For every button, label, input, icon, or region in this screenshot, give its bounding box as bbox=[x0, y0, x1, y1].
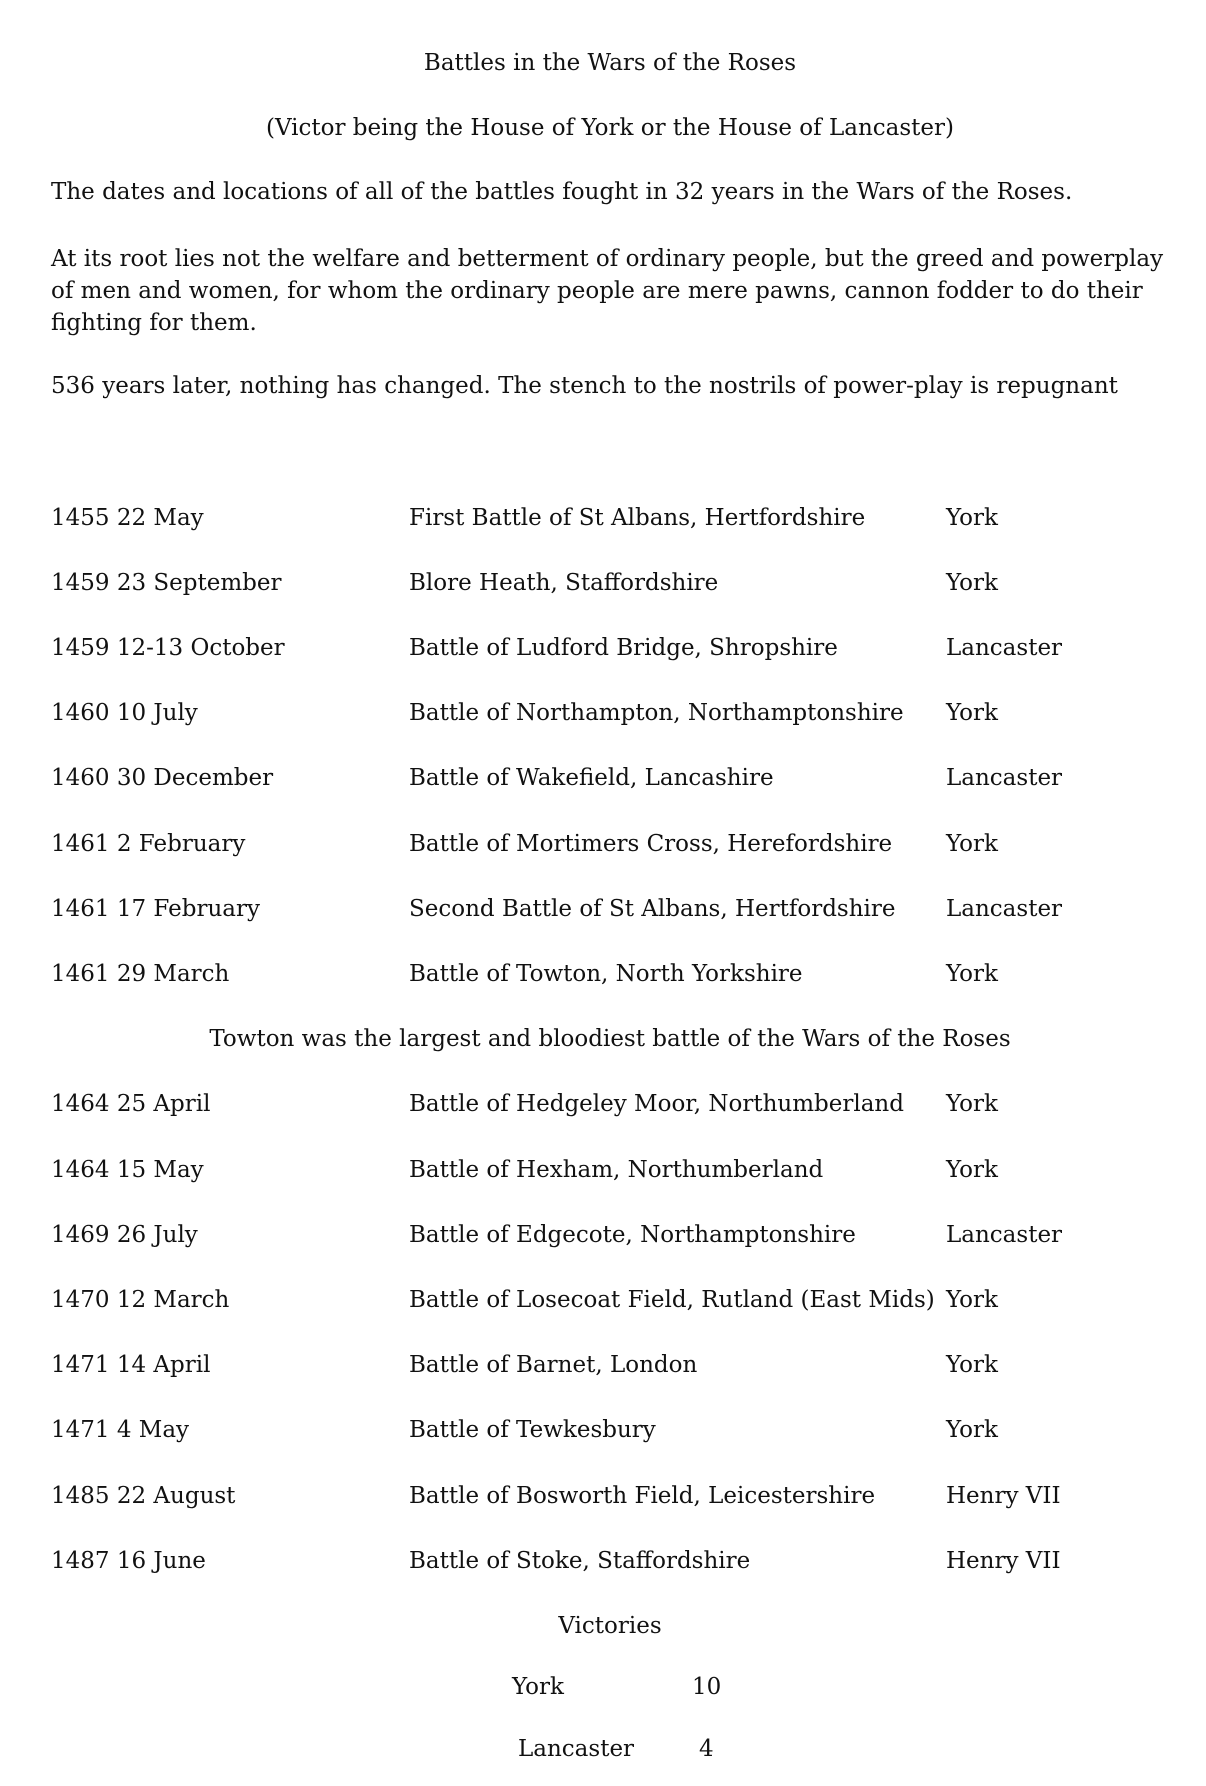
battle-victor: Henry VII bbox=[946, 1548, 1061, 1574]
battle-place: Battle of Edgecote, Northamptonshire bbox=[409, 1222, 856, 1248]
battle-place: Battle of Losecoat Field, Rutland (East Mids) bbox=[409, 1287, 935, 1313]
page-title: Battles in the Wars of the Roses bbox=[423, 50, 797, 76]
table-row bbox=[0, 762, 1206, 794]
victories-heading: Victories bbox=[558, 1613, 662, 1639]
battle-victor: Henry VII bbox=[946, 1483, 1061, 1509]
battle-victor: Lancaster bbox=[946, 765, 1063, 791]
battle-place: Battle of Mortimers Cross, Herefordshire bbox=[409, 831, 893, 857]
battle-victor: York bbox=[946, 831, 998, 857]
battle-victor: York bbox=[946, 570, 998, 596]
towton-note: Towton was the largest and bloodiest battle of the Wars of the Roses bbox=[209, 1026, 1011, 1052]
battle-date: 1471 14 April bbox=[51, 1352, 211, 1378]
table-row bbox=[0, 1219, 1206, 1251]
battle-date: 1464 25 April bbox=[51, 1091, 211, 1117]
battle-place: Blore Heath, Staffordshire bbox=[409, 570, 719, 596]
battle-date: 1461 2 February bbox=[51, 831, 246, 857]
table-row bbox=[0, 567, 1206, 599]
table-row bbox=[0, 1545, 1206, 1577]
battle-place: Battle of Bosworth Field, Leicestershire bbox=[409, 1483, 876, 1509]
battle-place: Battle of Tewkesbury bbox=[409, 1417, 656, 1443]
table-row bbox=[0, 1088, 1206, 1120]
battle-date: 1471 4 May bbox=[51, 1417, 190, 1443]
tally-count-lancaster: 4 bbox=[699, 1736, 714, 1762]
battle-victor: York bbox=[946, 1417, 998, 1443]
battle-place: Battle of Hedgeley Moor, Northumberland bbox=[409, 1091, 904, 1117]
battle-date: 1464 15 May bbox=[51, 1157, 204, 1183]
battle-date: 1460 30 December bbox=[51, 765, 274, 791]
battle-date: 1455 22 May bbox=[51, 505, 204, 531]
battle-date: 1487 16 June bbox=[51, 1548, 206, 1574]
table-row bbox=[0, 1284, 1206, 1316]
battle-place: Battle of Towton, North Yorkshire bbox=[409, 961, 803, 987]
intro-paragraph-2: At its root lies not the welfare and betterment of ordinary people, but the greed and powerplay of men and women, for whom the ordinary people are mere pawns, cannon fodder to do their fighting for them. bbox=[51, 246, 1164, 336]
battle-victor: York bbox=[946, 1091, 998, 1117]
battle-victor: York bbox=[946, 1287, 998, 1313]
table-row bbox=[0, 632, 1206, 664]
battle-place: Battle of Hexham, Northumberland bbox=[409, 1157, 824, 1183]
battle-place: Second Battle of St Albans, Hertfordshire bbox=[409, 896, 896, 922]
table-row bbox=[0, 1349, 1206, 1381]
battle-date: 1469 26 July bbox=[51, 1222, 198, 1248]
battle-victor: York bbox=[946, 1352, 998, 1378]
battle-place: Battle of Northampton, Northamptonshire bbox=[409, 700, 904, 726]
table-row bbox=[0, 1414, 1206, 1446]
battle-date: 1461 17 February bbox=[51, 896, 260, 922]
battle-date: 1460 10 July bbox=[51, 700, 198, 726]
battle-place: First Battle of St Albans, Hertfordshire bbox=[409, 505, 866, 531]
page-subtitle: (Victor being the House of York or the House of Lancaster) bbox=[266, 115, 954, 141]
battle-victor: York bbox=[946, 961, 998, 987]
battle-victor: York bbox=[946, 700, 998, 726]
battle-place: Battle of Stoke, Staffordshire bbox=[409, 1548, 751, 1574]
battle-victor: York bbox=[946, 505, 998, 531]
intro-paragraph-1: The dates and locations of all of the battles fought in 32 years in the Wars of the Roses. bbox=[51, 179, 1073, 205]
table-row bbox=[0, 1154, 1206, 1186]
battle-date: 1459 12-13 October bbox=[51, 635, 285, 661]
table-row bbox=[0, 893, 1206, 925]
battle-date: 1470 12 March bbox=[51, 1287, 230, 1313]
battle-date: 1485 22 August bbox=[51, 1483, 236, 1509]
table-row bbox=[0, 828, 1206, 860]
battle-date: 1461 29 March bbox=[51, 961, 230, 987]
battle-victor: Lancaster bbox=[946, 635, 1063, 661]
battle-victor: York bbox=[946, 1157, 998, 1183]
battle-place: Battle of Barnet, London bbox=[409, 1352, 698, 1378]
tally-house-york: York bbox=[512, 1674, 564, 1700]
table-row bbox=[0, 697, 1206, 729]
battle-place: Battle of Ludford Bridge, Shropshire bbox=[409, 635, 838, 661]
tally-house-lancaster: Lancaster bbox=[518, 1736, 635, 1762]
battle-place: Battle of Wakefield, Lancashire bbox=[409, 765, 774, 791]
table-row bbox=[0, 502, 1206, 534]
battle-victor: Lancaster bbox=[946, 896, 1063, 922]
table-row bbox=[0, 1480, 1206, 1512]
intro-paragraph-3: 536 years later, nothing has changed. The stench to the nostrils of power-play is repugnant bbox=[51, 373, 1118, 399]
battle-date: 1459 23 September bbox=[51, 570, 282, 596]
tally-count-york: 10 bbox=[692, 1674, 722, 1700]
battle-victor: Lancaster bbox=[946, 1222, 1063, 1248]
table-row bbox=[0, 958, 1206, 990]
